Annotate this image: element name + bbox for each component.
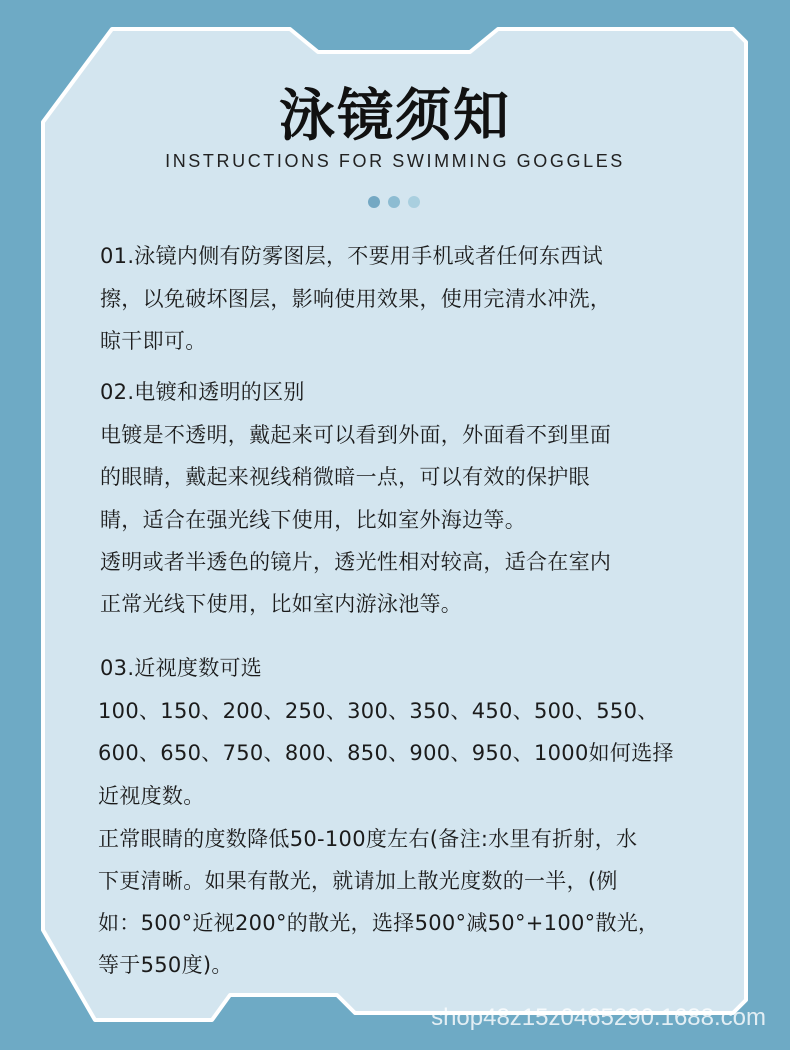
section-2-text: 睛，适合在强光线下使用，比如室外海边等。 — [100, 508, 526, 532]
section-1-text: 擦，以免破坏图层，影响使用效果，使用完清水冲洗， — [100, 287, 612, 311]
section-1-text: 晾干即可。 — [100, 329, 207, 353]
section-2-heading: 02.电镀和透明的区别 — [100, 380, 305, 404]
section-3-heading: 03.近视度数可选 — [100, 656, 263, 680]
dot-icon — [368, 196, 380, 208]
page-title: 泳镜须知 — [279, 84, 511, 149]
section-3-text: 600、650、750、800、850、900、950、1000如何选择 — [98, 741, 674, 765]
watermark: shop48z15z0465290.1688.com — [431, 1004, 766, 1031]
section-3-text: 等于550度)。 — [98, 953, 233, 977]
dot-icon — [388, 196, 400, 208]
section-2-text: 的眼睛，戴起来视线稍微暗一点，可以有效的保护眼 — [100, 465, 590, 489]
section-3-text: 如：500°近视200°的散光，选择500°减50°+100°散光， — [98, 911, 660, 935]
section-3-text: 100、150、200、250、300、350、450、500、550、 — [98, 699, 659, 723]
dot-icon — [408, 196, 420, 208]
section-2-text: 电镀是不透明，戴起来可以看到外面，外面看不到里面 — [100, 423, 612, 447]
section-3-text: 下更清晰。如果有散光，就请加上散光度数的一半，(例 — [98, 869, 618, 893]
section-2-text: 正常光线下使用，比如室内游泳池等。 — [100, 592, 463, 616]
page-subtitle: INSTRUCTIONS FOR SWIMMING GOGGLES — [165, 151, 625, 171]
section-2-text: 透明或者半透色的镜片，透光性相对较高，适合在室内 — [100, 550, 612, 574]
section-3-text: 近视度数。 — [98, 784, 205, 808]
decorative-dots — [368, 196, 420, 208]
section-3-text: 正常眼睛的度数降低50-100度左右(备注:水里有折射，水 — [98, 827, 638, 851]
section-1-text: 01.泳镜内侧有防雾图层，不要用手机或者任何东西试 — [100, 244, 603, 268]
